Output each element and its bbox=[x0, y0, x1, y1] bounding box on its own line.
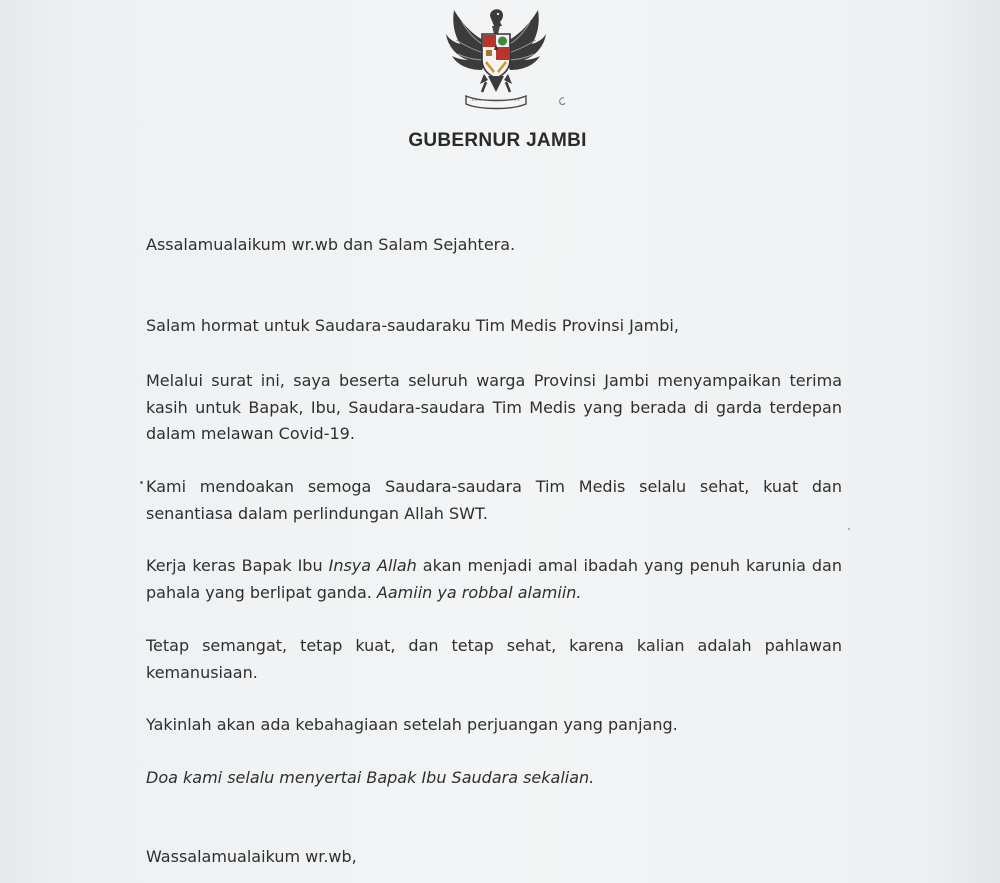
paragraph-spirit: Tetap semangat, tetap kuat, dan tetap sehat, karena kalian adalah pahlawan kemanusiaan. bbox=[146, 636, 842, 682]
paragraph-hard-work-italic-2: Aamiin ya robbal alamiin. bbox=[376, 582, 582, 602]
paragraph-prayer: Kami mendoakan semoga Saudara-saudara Tim Medis selalu sehat, kuat dan senantiasa dalam perlindungan Allah SWT. bbox=[146, 477, 842, 523]
paragraph-thanks: Melalui surat ini, saya beserta seluruh warga Provinsi Jambi menyampaikan terima kasih untuk Bapak, Ibu, Saudara-saudara Tim Medis yang berada di garda terdepan dalam melawan Covid-19. bbox=[146, 371, 842, 443]
paragraph-blessing: Doa kami selalu menyertai Bapak Ibu Saudara sekalian. bbox=[146, 768, 595, 787]
letter-heading: GUBERNUR JAMBI bbox=[408, 130, 587, 151]
salutation: Salam hormat untuk Saudara-saudaraku Tim Medis Provinsi Jambi, bbox=[146, 316, 679, 335]
paragraph-hard-work-text-2: akan menjadi amal ibadah yang penuh karunia dan pahala yang berlipat ganda. bbox=[146, 556, 842, 602]
garuda-emblem-icon bbox=[440, 0, 552, 112]
paragraph-hope: Yakinlah akan ada kebahagiaan setelah perjuangan yang panjang. bbox=[146, 715, 678, 734]
greeting: Assalamualaikum wr.wb dan Salam Sejahtera. bbox=[146, 235, 516, 254]
closing: Wassalamualaikum wr.wb, bbox=[146, 847, 357, 866]
paragraph-hard-work bbox=[146, 553, 842, 606]
paragraph-hard-work-text-1: Kerja keras Bapak Ibu bbox=[146, 556, 329, 575]
paper-speck bbox=[140, 481, 143, 484]
paper-mark-icon bbox=[558, 96, 566, 106]
paper-speck bbox=[848, 528, 850, 530]
paragraph-hard-work-italic-1: Insya Allah bbox=[328, 556, 417, 575]
